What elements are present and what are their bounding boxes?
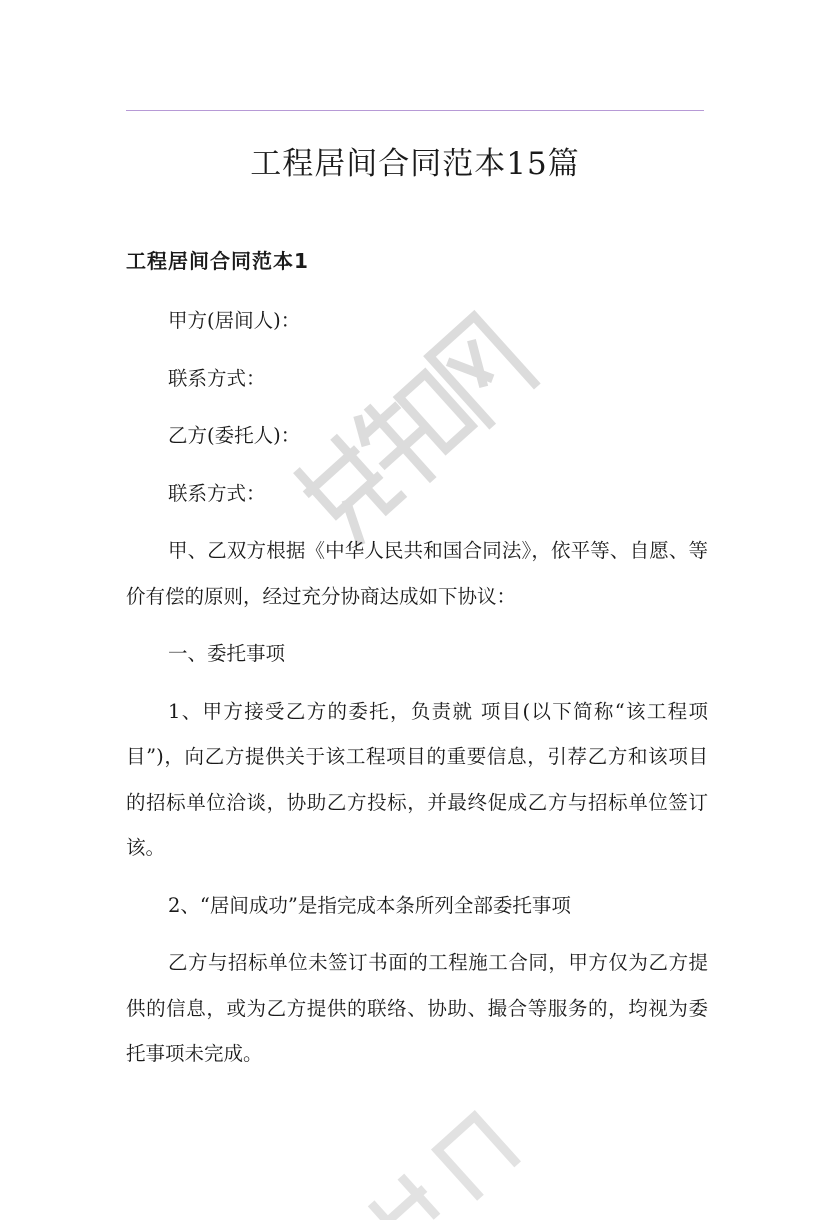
section-heading: 工程居间合同范本1 (126, 249, 309, 273)
clause-2-detail-paragraph: 乙方与招标单位未签订书面的工程施工合同，甲方仅为乙方提供的信息，或为乙方提供的联络、协助、撮合等服务的，均视为委托事项未完成。 (126, 951, 708, 1065)
preamble-paragraph: 甲、乙双方根据《中华人民共和国合同法》，依平等、自愿、等价有偿的原则，经过充分协商达成如下协议： (126, 539, 708, 608)
header-divider (126, 110, 704, 111)
clause-2-paragraph: 2、“居间成功”是指完成本条所列全部委托事项 (168, 893, 571, 917)
clause-heading: 一、委托事项 (168, 642, 286, 665)
party-a-line: 甲方(居间人)： (168, 309, 301, 332)
clause-1-paragraph: 1、甲方接受乙方的委托，负责就 项目(以下简称“该工程项目”)，向乙方提供关于该工程项目的重要信息，引荐乙方和该项目的招标单位洽谈，协助乙方投标，并最终促成乙方与招标单位签订该。 (126, 699, 708, 859)
party-a-contact: 联系方式： (168, 366, 266, 390)
document-title: 工程居间合同范本15篇 (250, 146, 580, 182)
watermark-logo-bottom (330, 1100, 590, 1220)
party-b-contact: 联系方式： (168, 481, 266, 505)
document-body (126, 298, 708, 1089)
party-b-line: 乙方(委托人)： (168, 424, 301, 447)
